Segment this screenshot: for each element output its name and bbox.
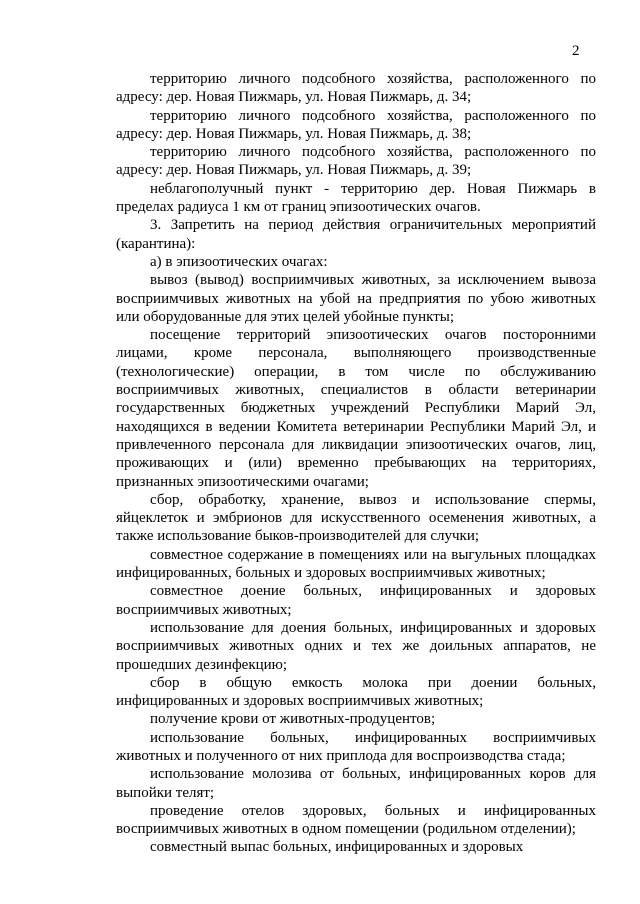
paragraph: сбор, обработку, хранение, вывоз и использование спермы, яйцеклеток и эмбрионов для искусственного осеменения животных, а также использование быков-производителей для случки; [116, 491, 596, 545]
paragraph: вывоз (вывод) восприимчивых животных, за исключением вывоза восприимчивых животных на убой на предприятия по убою животных или оборудованные для этих целей убойные пункты; [116, 272, 596, 325]
paragraph: сбор в общую емкость молока при доении больных, инфицированных и здоровых восприимчивых животных; [116, 674, 596, 710]
paragraph: а) в эпизоотических очагах: [150, 253, 328, 270]
paragraph: использование для доения больных, инфицированных и здоровых восприимчивых животных одних и тех же доильных аппаратов, не прошедших дезинфекцию; [116, 619, 596, 673]
document-body [116, 70, 596, 857]
paragraph: совместное содержание в помещениях или на выгульных площадках инфицированных, больных и здоровых восприимчивых животных; [116, 546, 596, 582]
paragraph: неблагополучный пункт - территорию дер. Новая Пижмарь в пределах радиуса 1 км от границ эпизоотических очагов. [116, 180, 596, 216]
page-number: 2 [572, 43, 580, 59]
paragraph: совместное доение больных, инфицированных и здоровых восприимчивых животных; [116, 583, 596, 618]
paragraph: проведение отелов здоровых, больных и инфицированных восприимчивых животных в одном помещении (родильном отделении); [116, 802, 596, 838]
paragraph: использование молозива от больных, инфицированных коров для выпойки телят; [116, 766, 596, 801]
paragraph: территорию личного подсобного хозяйства, расположенного по адресу: дер. Новая Пижмарь, ул. Новая Пижмарь, д. 38; [116, 107, 596, 142]
paragraph: территорию личного подсобного хозяйства, расположенного по адресу: дер. Новая Пижмарь, ул. Новая Пижмарь, д. 39; [116, 144, 596, 179]
paragraph: территорию личного подсобного хозяйства, расположенного по адресу: дер. Новая Пижмарь, ул. Новая Пижмарь, д. 34; [116, 71, 596, 106]
paragraph: использование больных, инфицированных восприимчивых животных и полученного от них приплода для воспроизводства стада; [116, 729, 596, 764]
paragraph: посещение территорий эпизоотических очагов посторонними лицами, кроме персонала, выполняющего производственные (технологические) операции, в том числе по обслуживанию восприимчивых животных, специалистов в области ветеринарии государственных бюджетных учреждений Республики Марий Эл, находящихся в ведении Комитета ветеринарии Республики Марий Эл, и привлеченного персонала для ликвидации эпизоотических очагов, лиц, проживающих и (или) временно пребывающих на территориях, признанных эпизоотическими очагами; [116, 327, 596, 490]
paragraph: получение крови от животных-продуцентов; [150, 711, 436, 728]
paragraph: 3. Запретить на период действия ограничительных мероприятий (карантина): [116, 217, 596, 252]
paragraph: совместный выпас больных, инфицированных и здоровых [150, 839, 524, 856]
